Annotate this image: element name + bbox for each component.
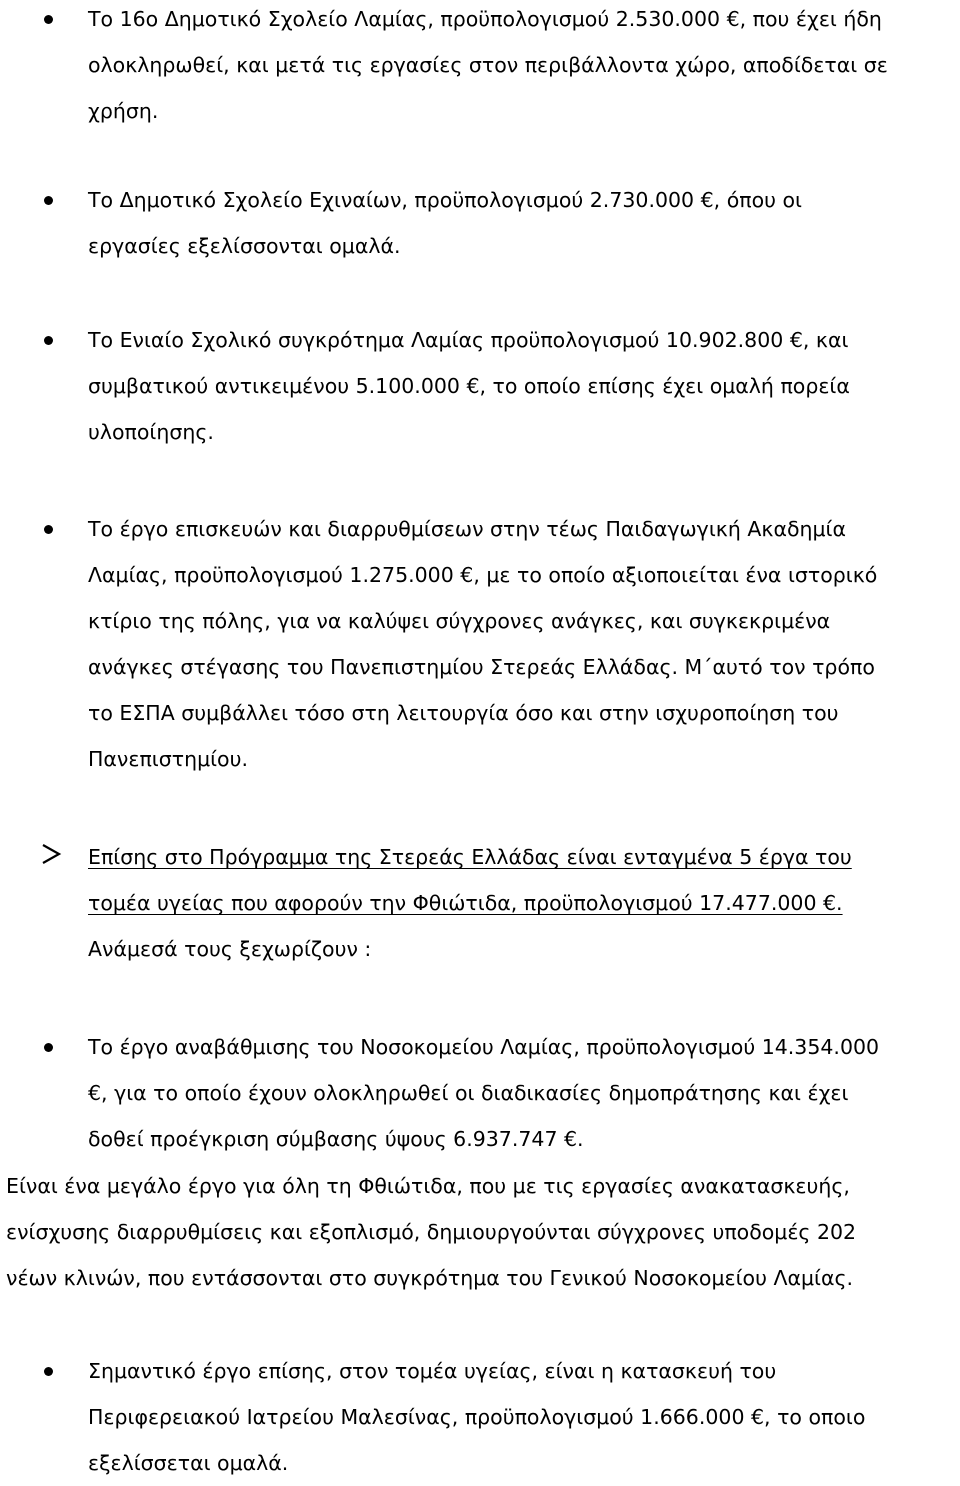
underlined-line: τομέα υγείας που αφορούν την Φθιώτιδα, προϋπολογισμού 17.477.000 €. <box>88 891 843 915</box>
bullet-icon <box>44 196 53 205</box>
text-line: υλοποίησης. <box>88 420 214 444</box>
text-line: Σημαντικό έργο επίσης, στον τομέα υγείας, είναι η κατασκευή του <box>88 1359 777 1383</box>
text-line: νέων κλινών, που εντάσσονται στο συγκρότημα του Γενικού Νοσοκομείου Λαμίας. <box>6 1266 854 1290</box>
text-line: Πανεπιστημίου. <box>88 747 248 771</box>
text-line: συμβατικού αντικειμένου 5.100.000 €, το οποίο επίσης έχει ομαλή πορεία <box>88 374 850 398</box>
text-line: ενίσχυσης διαρρυθμίσεις και εξοπλισμό, δημιουργούνται σύγχρονες υποδομές 202 <box>6 1220 857 1244</box>
text-line: εξελίσσεται ομαλά. <box>88 1451 289 1475</box>
body-paragraph <box>6 1163 956 1301</box>
bullet-icon <box>44 525 53 534</box>
text-line: Το Δημοτικό Σχολείο Εχιναίων, προϋπολογισμού 2.730.000 €, όπου οι <box>88 188 802 212</box>
list-item-text <box>88 1348 948 1486</box>
text-line: κτίριο της πόλης, για να καλύψει σύγχρονες ανάγκες, και συγκεκριμένα <box>88 609 831 633</box>
arrow-bullet-icon <box>40 843 62 865</box>
text-line: Το Ενιαίο Σχολικό συγκρότημα Λαμίας προϋπολογισμού 10.902.800 €, και <box>88 328 849 352</box>
text-line: ανάγκες στέγασης του Πανεπιστημίου Στερεάς Ελλάδας. Μ΄αυτό τον τρόπο <box>88 655 875 679</box>
text-line: χρήση. <box>88 99 159 123</box>
text-line: Ανάμεσά τους ξεχωρίζουν : <box>88 937 372 961</box>
text-line: εργασίες εξελίσσονται ομαλά. <box>88 234 401 258</box>
underlined-line: Επίσης στο Πρόγραμμα της Στερεάς Ελλάδας είναι ενταγμένα 5 έργα του <box>88 845 852 869</box>
text-line: Το έργο αναβάθμισης του Νοσοκομείου Λαμίας, προϋπολογισμού 14.354.000 <box>88 1035 880 1059</box>
text-line: το ΕΣΠΑ συμβάλλει τόσο στη λειτουργία όσο και στην ισχυροποίηση του <box>88 701 839 725</box>
text-line: Το έργο επισκευών και διαρρυθμίσεων στην τέως Παιδαγωγική Ακαδημία <box>88 517 846 541</box>
bullet-icon <box>44 1043 53 1052</box>
list-item-text <box>88 1024 948 1162</box>
bullet-icon <box>44 1367 53 1376</box>
list-item-text <box>88 177 948 269</box>
bullet-icon <box>44 336 53 345</box>
list-item-text <box>88 506 948 782</box>
text-line: Περιφερειακού Ιατρείου Μαλεσίνας, προϋπολογισμού 1.666.000 €, το οποιο <box>88 1405 866 1429</box>
text-line: Λαμίας, προϋπολογισμού 1.275.000 €, με το οποίο αξιοποιείται ένα ιστορικό <box>88 563 878 587</box>
text-line: δοθεί προέγκριση σύμβασης ύψους 6.937.747 €. <box>88 1127 584 1151</box>
list-item-text <box>88 0 948 134</box>
text-line: €, για το οποίο έχουν ολοκληρωθεί οι διαδικασίες δημοπράτησης και έχει <box>88 1081 849 1105</box>
text-line: Είναι ένα μεγάλο έργο για όλη τη Φθιώτιδα, που με τις εργασίες ανακατασκευής, <box>6 1174 850 1198</box>
bullet-icon <box>44 15 53 24</box>
list-item-text <box>88 317 948 455</box>
arrow-item-text <box>88 834 948 972</box>
text-line: ολοκληρωθεί, και μετά τις εργασίες στον περιβάλλοντα χώρο, αποδίδεται σε <box>88 53 888 77</box>
text-line: Το 16ο Δημοτικό Σχολείο Λαμίας, προϋπολογισμού 2.530.000 €, που έχει ήδη <box>88 7 882 31</box>
